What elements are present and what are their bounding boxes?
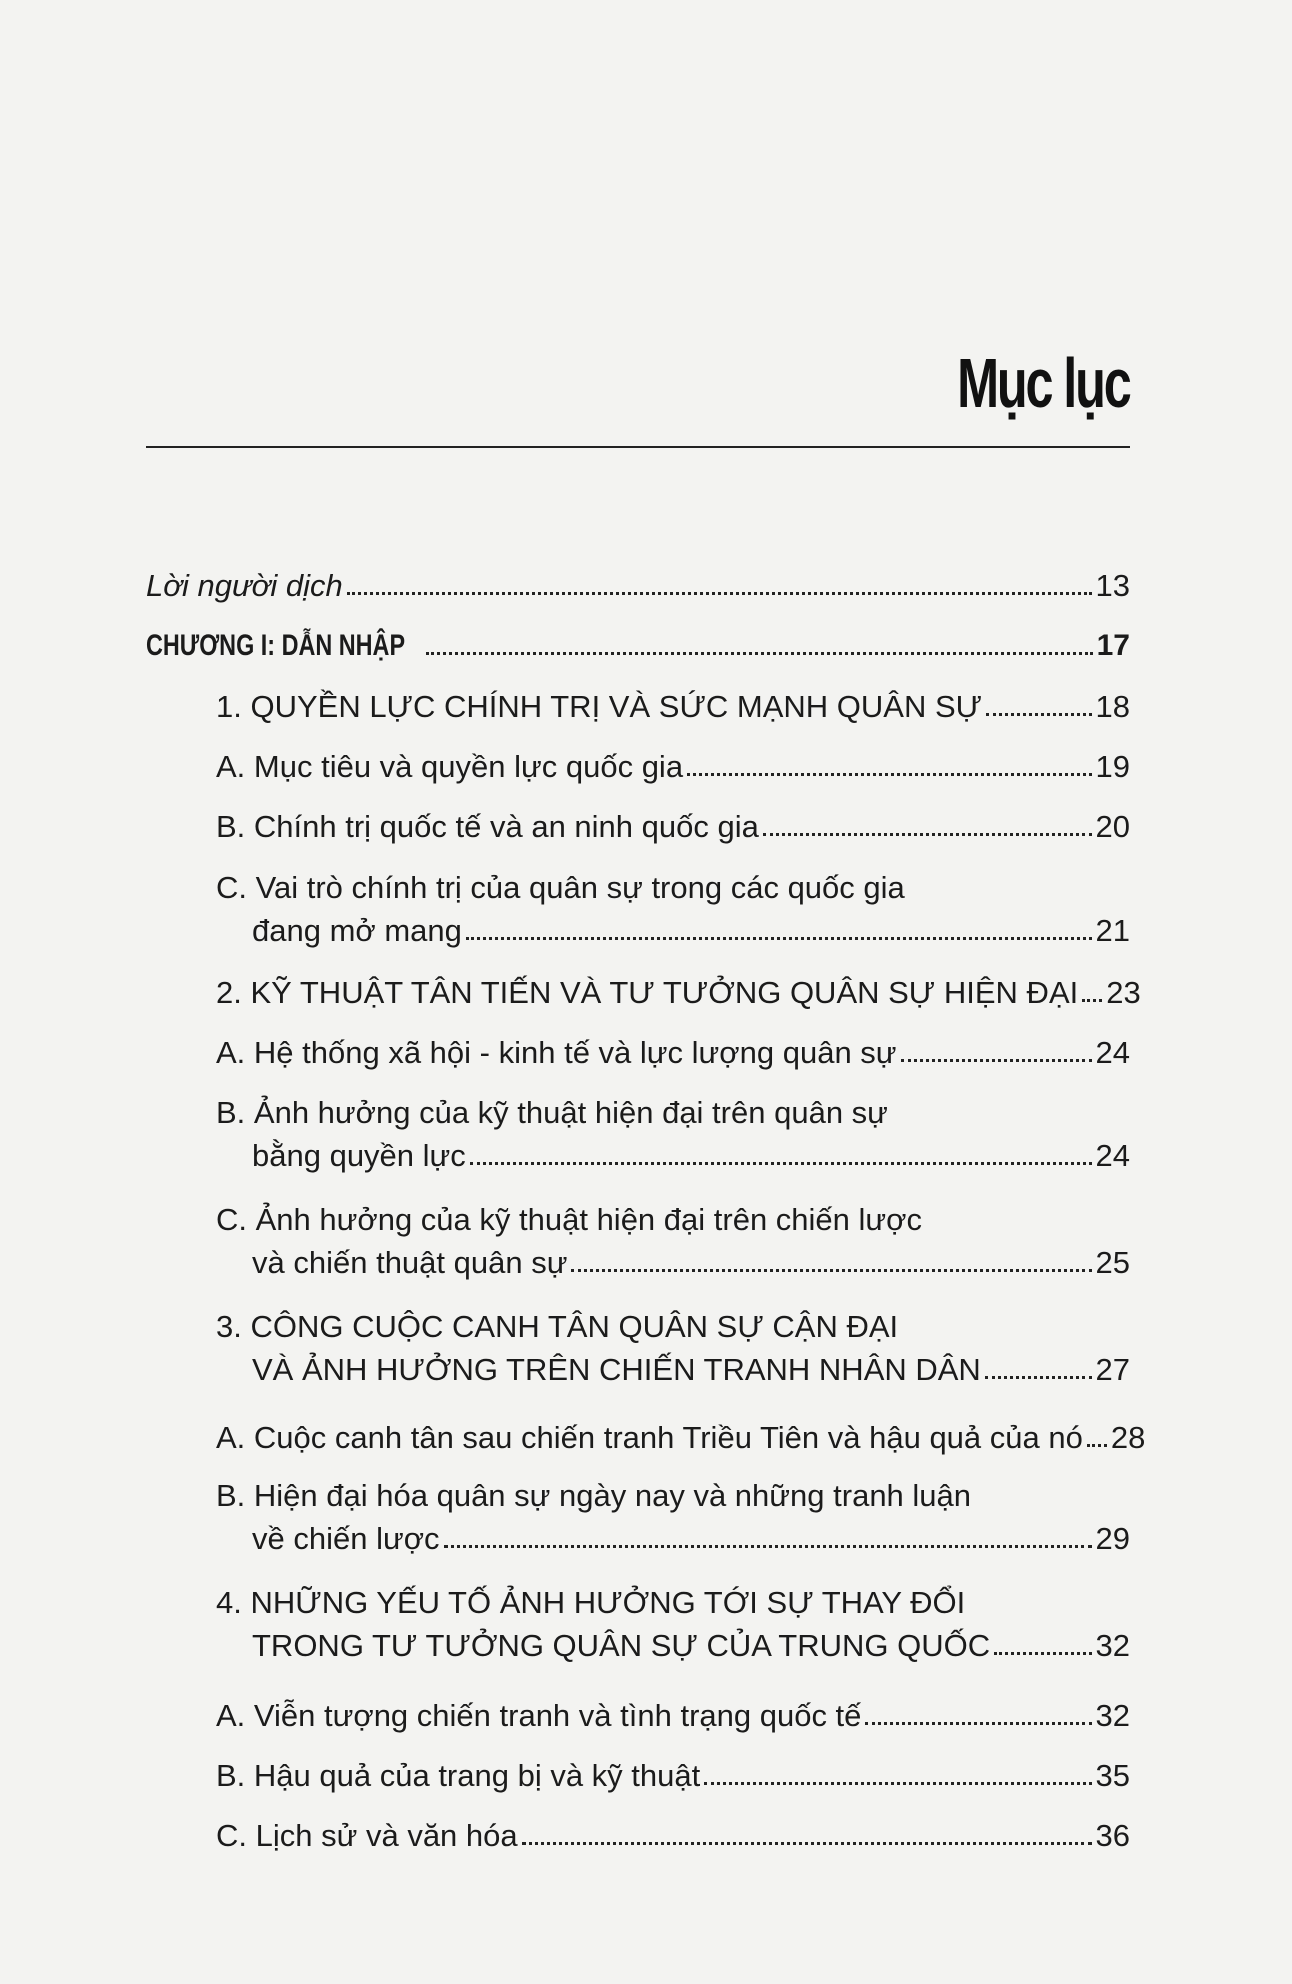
toc-entry-page: 24 [1095,1138,1130,1173]
leader-dots [1087,1444,1107,1447]
toc-entry-chapter-1[interactable] [146,631,1130,661]
toc-entry-page: 17 [1096,629,1130,662]
toc-entry-page: 27 [1095,1352,1130,1387]
toc-entry-page: 35 [1095,1758,1130,1793]
toc-entry-label: 1. QUYỀN LỰC CHÍNH TRỊ VÀ SỨC MẠNH QUÂN SỰ [216,689,983,724]
leader-dots [994,1652,1091,1655]
toc-entry-label-cont: và chiến thuật quân sự [252,1245,568,1280]
toc-entry-page: 21 [1095,913,1130,948]
leader-dots [444,1545,1092,1548]
toc-entry-label: 3. CÔNG CUỘC CANH TÂN QUÂN SỰ CẬN ĐẠI [216,1309,899,1344]
toc-entry-page: 20 [1095,809,1130,844]
toc-entry-label: C. Vai trò chính trị của quân sự trong các quốc gia [216,870,905,905]
toc-entry-section-2a[interactable] [216,1037,1130,1068]
toc-entry-section-4c[interactable] [216,1820,1130,1851]
toc-entry-section-2c[interactable] [216,1204,1130,1278]
toc-entry-section-3b[interactable] [216,1480,1130,1554]
toc-entry-page: 23 [1106,975,1141,1010]
toc-entry-section-3a[interactable] [216,1420,1146,1455]
toc-entry-section-4a[interactable] [216,1700,1130,1731]
toc-entry-section-1c[interactable] [216,872,1130,946]
toc-entry-label: B. Hiện đại hóa quân sự ngày nay và những tranh luận [216,1478,972,1513]
leader-dots [347,592,1092,595]
leader-dots [1082,999,1102,1002]
toc-entry-label: Lời người dịch [146,568,343,603]
leader-dots [687,773,1091,776]
leader-dots [901,1059,1092,1062]
toc-entry-label: CHƯƠNG I: DẪN NHẬP [146,629,406,662]
toc-entry-section-4b[interactable] [216,1760,1130,1791]
toc-entry-label: A. Cuộc canh tân sau chiến tranh Triều Tiên và hậu quả của nó [216,1420,1083,1455]
toc-entry-section-3[interactable] [216,1311,1130,1385]
toc-entry-label-cont: đang mở mang [252,913,462,948]
toc-entry-page: 24 [1095,1035,1130,1070]
toc-entry-label: A. Viễn tượng chiến tranh và tình trạng quốc tế [216,1698,862,1733]
toc-entry-label: A. Hệ thống xã hội - kinh tế và lực lượng quân sự [216,1035,897,1070]
toc-entry-label-cont: bằng quyền lực [252,1138,466,1173]
toc-entry-label-cont: VÀ ẢNH HƯỞNG TRÊN CHIẾN TRANH NHÂN DÂN [252,1352,981,1387]
toc-entry-label: C. Lịch sử và văn hóa [216,1818,518,1853]
toc-entry-page: 32 [1095,1628,1130,1663]
leader-dots [985,1376,1092,1379]
toc-entry-label-cont: TRONG TƯ TƯỞNG QUÂN SỰ CỦA TRUNG QUỐC [252,1628,991,1663]
leader-dots [522,1842,1092,1845]
toc-entry-translator-note[interactable] [146,570,1130,601]
toc-entry-label: B. Ảnh hưởng của kỹ thuật hiện đại trên quân sự [216,1095,888,1130]
toc-entry-page: 32 [1095,1698,1130,1733]
leader-dots [865,1722,1091,1725]
leader-dots [466,937,1092,940]
toc-entry-page: 36 [1095,1818,1130,1853]
leader-dots [763,833,1092,836]
toc-entry-page: 28 [1110,1420,1146,1455]
toc-entry-page: 13 [1095,568,1130,603]
toc-entry-section-1[interactable] [216,691,1130,722]
toc-entry-page: 18 [1095,689,1130,724]
toc-entry-label: B. Hậu quả của trang bị và kỹ thuật [216,1758,701,1793]
leader-dots [470,1162,1092,1165]
toc-entry-section-2b[interactable] [216,1097,1130,1171]
page-title: Mục lục [957,344,1130,422]
toc-entry-section-2[interactable] [216,975,1141,1010]
leader-dots [571,1269,1091,1272]
toc-entry-label: C. Ảnh hưởng của kỹ thuật hiện đại trên chiến lược [216,1202,922,1237]
toc-entry-page: 25 [1095,1245,1130,1280]
title-divider [146,446,1130,448]
toc-entry-section-4[interactable] [216,1587,1130,1661]
leader-dots [426,652,1092,655]
toc-entry-label: 4. NHỮNG YẾU TỐ ẢNH HƯỞNG TỚI SỰ THAY ĐỔI [216,1585,966,1620]
toc-entry-label: B. Chính trị quốc tế và an ninh quốc gia [216,809,759,844]
toc-entry-label-cont: về chiến lược [252,1521,440,1556]
toc-entry-page: 19 [1095,749,1130,784]
toc-entry-section-1b[interactable] [216,811,1130,842]
toc-entry-section-1a[interactable] [216,751,1130,782]
leader-dots [704,1782,1091,1785]
toc-entry-page: 29 [1095,1521,1130,1556]
toc-entry-label: 2. KỸ THUẬT TÂN TIẾN VÀ TƯ TƯỞNG QUÂN SỰ HIỆN ĐẠI [216,975,1079,1010]
leader-dots [986,713,1091,716]
toc-entry-label: A. Mục tiêu và quyền lực quốc gia [216,749,684,784]
